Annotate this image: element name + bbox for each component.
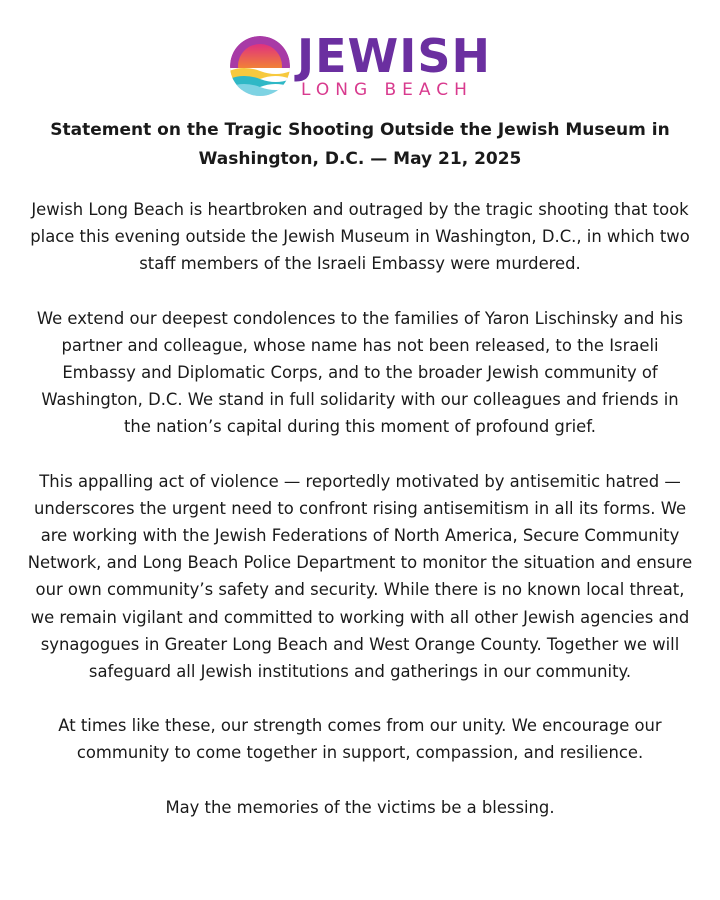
statement-title: Statement on the Tragic Shooting Outside the Jewish Museum in Washington, D.C. — May 21, 2025	[50, 120, 670, 169]
jewish-long-beach-logo	[0, 29, 720, 100]
statement-paragraph-2: We extend our deepest condolences to the families of Yaron Lischinsky and his partner and colleague, whose name has not been released, to the Israeli Embassy and Diplomatic Corps, and to the broader Jewish community of Washington, D.C. We stand in full solidarity with our colleagues and friends in the nation’s capital during this moment of profound grief.	[36, 308, 684, 437]
statement-paragraph-3: This appalling act of violence — reportedly motivated by antisemitic hatred — underscores the urgent need to confront rising antisemitism in all its forms. We are working with the Jewish Federations of North America, Secure Community Network, and Long Beach Police Department to monitor the situation and ensure our own community’s safety and security. While there is no known local threat, we remain vigilant and committed to working with all other Jewish agencies and synagogues in Greater Long Beach and West Orange County. Together we will safeguard all Jewish institutions and gatherings in our community.	[27, 471, 693, 682]
logo-subtitle: LONG BEACH	[300, 80, 473, 100]
statement-paragraph-4: At times like these, our strength comes from our unity. We encourage our community to come together in support, compassion, and resilience.	[58, 716, 662, 763]
logo-wordmark: JEWISH	[296, 29, 492, 83]
sunset-wave-logo-icon	[229, 35, 291, 97]
logo-lockup	[229, 29, 492, 100]
statement-body	[26, 116, 694, 848]
statement-paragraph-1: Jewish Long Beach is heartbroken and outraged by the tragic shooting that took place this evening outside the Jewish Museum in Washington, D.C., in which two staff members of the Israeli Embassy were murdered.	[30, 200, 690, 274]
statement-paragraph-5: May the memories of the victims be a blessing.	[165, 797, 555, 817]
logo-text	[296, 29, 492, 100]
